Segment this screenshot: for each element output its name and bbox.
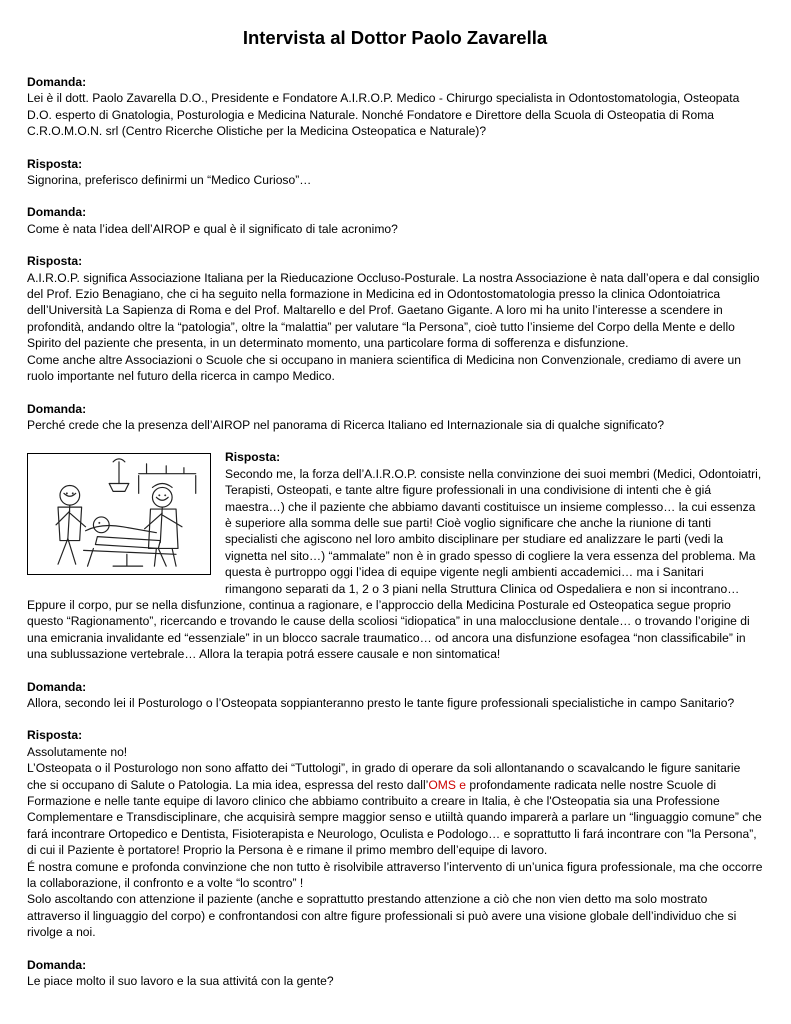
question-label: Domanda:: [27, 75, 87, 89]
question-4: [27, 679, 763, 712]
answer-figure-row: [27, 449, 763, 597]
answer-3: [27, 449, 763, 662]
question-text: Perché crede che la presenza dell’AIROP nel panorama di Ricerca Italiano ed Internazionale sia di qualche significato?: [27, 417, 665, 432]
answer-2: [27, 253, 763, 384]
cartoon-illustration: [27, 453, 211, 575]
answer-label: Risposta:: [27, 728, 83, 743]
question-text: Le piace molto il suo lavoro e la sua attivitá con la gente?: [27, 974, 334, 989]
answer-text: Signorina, preferisco definirmi un “Medico Curioso”…: [27, 173, 312, 188]
answer-paragraph: Secondo me, la forza dell’A.I.R.O.P. consiste nella convinzione dei suoi membri (Medici, Odontoiatri, Terapisti, Osteopati, e tante altre figure professionali in una condivisione di intenti che è giá maestra…) che il paziente che abbiamo davanti costituisce un insieme complesso… la cui essenza è superiore alla somma delle sue parti! Cioè voglio significare che anche la riunione di tanti specialisti che agiscono nel loro ambito disciplinare per studiare ed analizzare le parti (vedi la vignetta nel sito…) “ammalate” non è in grado spesso di cogliere la vera essenza del problema. Ma questa è purtroppo oggi l’idea di equipe vigente negli ambienti accademici… ma i Sanitari rimangono separati da 1, 2 o 3 piani nella Struttura Clinica od Ospedaliera e non si incontrano…: [225, 466, 762, 596]
question-label: Domanda:: [27, 679, 87, 694]
answer-text-before: L’Osteopata o il Posturologo non sono affatto dei “Tuttologi”, in grado di operare da soli allontanando o scavalcando le figure sanitarie che si occupano di Salute o Patologia. La mia idea, espressa del resto dall’: [27, 761, 741, 792]
answer-paragraph: Eppure il corpo, pur se nella disfunzione, continua a ragionare, e l’approccio della Medicina Posturale ed Osteopatica segue proprio questo “Ragionamento”, ricercando e trovando le cause della scoliosi “idiopatica” in una malocclusione dentale… o trovando l’origine di una emicrania invalidante ed “essenziale” in un blocco sacrale traumatico… od ancora una disfunzione esofagea “non classificabile” in una sublussazione vertebrale… Allora la terapia potrá essere causale e non sintomatica!: [27, 597, 750, 662]
doctors-cartoon-icon: [28, 454, 210, 574]
question-2: [27, 204, 763, 237]
answer-label: Risposta:: [27, 254, 83, 269]
answer-paragraph: [27, 760, 763, 858]
answer-label: Risposta:: [225, 450, 281, 465]
answer-paragraph: É nostra comune e profonda convinzione che non tutto è risolvibile attraverso l’intervento di un’unica figura professionale, ma che occorre la collaborazione, il confronto e a volte “lo scontro” !: [27, 859, 763, 891]
oms-highlight: OMS e: [428, 777, 466, 792]
question-text: Allora, secondo lei il Posturologo o l’Osteopata soppianteranno presto le tante figure professionali specialistiche in campo Sanitario?: [27, 696, 735, 710]
question-5: [27, 957, 763, 990]
page-title: Intervista al Dottor Paolo Zavarella: [242, 27, 548, 48]
question-label: Domanda:: [27, 401, 87, 416]
answer-text-after: profondamente radicata nelle nostre Scuole di Formazione e nelle tante equipe di lavoro clinico che abbiamo contribuito a creare in Italia, è che l'Osteopatia sia una Professione Complementare e Transdisciplinare, che acquisirà sempre maggior senso e utiiltà quando imparerà a parlare un “linguaggio comune” che fará incontrare Ortopedico e Dentista, Fisioterapista e Neurologo, Oculista e Podologo… e soprattutto li fará incontrare con "la Persona”, di cui il Paziente è portatore! Proprio la Persona è e rimane il primo membro dell’equipe di lavoro.: [27, 777, 762, 858]
answer-paragraph: A.I.R.O.P. significa Associazione Italiana per la Rieducazione Occluso-Posturale. La nostra Associazione è nata dall’opera e dal consiglio del Prof. Ezio Benagiano, che ci ha seguito nella formazione in Medicina ed in Odontostomatologia presso la clinica Odontoiatrica dell’Università La Sapienza di Roma e del Prof. Maltarello e del Prof. Gaetano Gigante. A loro mi ha unito l’interesse a scendere in profondità, andando oltre la “patologia”, oltre la “malattia” per valutare “la Persona”, cioè tutto l’insieme del Corpo della Mente e dello Spirito del paziente che presenta, in un determinato momento, una particolare forma di sofferenza e disfunzione.: [27, 270, 760, 351]
answer-4: [27, 727, 763, 940]
question-label: Domanda:: [27, 957, 87, 972]
question-1: [27, 74, 763, 140]
answer-1: [27, 156, 763, 189]
answer-figure-text: [225, 449, 763, 597]
question-text: Lei è il dott. Paolo Zavarella D.O., Presidente e Fondatore A.I.R.O.P. Medico - Chirurgo specialista in Odontostomatologia, Osteopata D.O. esperto di Gnatologia, Posturologia e Medicina Naturale. Nonché Fondatore e Direttore della Scuola di Osteopatia di Roma C.R.O.M.O.N. srl (Centro Ricerche Olistiche per la Medicina Osteopatica e Naturale)?: [27, 91, 740, 139]
question-label: Domanda:: [27, 205, 87, 220]
question-3: [27, 401, 763, 434]
answer-paragraph: Solo ascoltando con attenzione il paziente (anche e soprattutto prestando attenzione a ciò che non vien detto ma solo mostrato attraverso il linguaggio del corpo) e confrontandosi con altre figure professionali si può avere una visione globale dell’individuo che si rivolge a noi.: [27, 892, 737, 940]
question-text: Come è nata l’idea dell’AIROP e qual è il significato di tale acronimo?: [27, 221, 398, 236]
answer-paragraph: Assolutamente no!: [27, 744, 128, 759]
answer-label: Risposta:: [27, 156, 83, 171]
answer-paragraph: Come anche altre Associazioni o Scuole che si occupano in maniera scientifica di Medicina non Convenzionale, crediamo di avere un ruolo importante nel futuro della ricerca in campo Medico.: [27, 352, 741, 384]
